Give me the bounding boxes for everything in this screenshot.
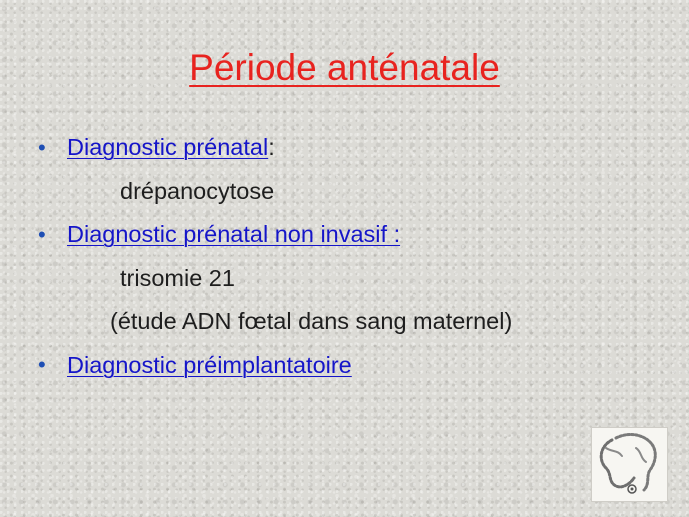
bullet-dot: • xyxy=(38,221,46,247)
bullet-dot: • xyxy=(38,352,46,378)
bullet-list xyxy=(38,126,658,387)
bullet-item-diagnostic-prenatal-non-invasif xyxy=(38,213,658,257)
chromosome-drawing-icon xyxy=(591,427,668,502)
diagnostic-preimplantatoire-link[interactable]: Diagnostic préimplantatoire xyxy=(67,351,352,378)
detail-trisomie-21: trisomie 21 xyxy=(120,264,235,291)
diagnostic-prenatal-non-invasif-link[interactable]: Diagnostic prénatal non invasif : xyxy=(67,221,401,248)
diagnostic-prenatal-colon: : xyxy=(268,134,275,161)
bullet-item-diagnostic-preimplantatoire xyxy=(38,344,658,388)
detail-etude-adn: (étude ADN fœtal dans sang maternel) xyxy=(110,308,513,335)
bullet-item-diagnostic-prenatal xyxy=(38,126,658,170)
detail-drepanocytose: drépanocytose xyxy=(120,177,275,204)
diagnostic-prenatal-link[interactable]: Diagnostic prénatal xyxy=(67,134,269,161)
slide-title: Période anténatale xyxy=(189,47,500,88)
bullet-dot: • xyxy=(38,134,46,160)
